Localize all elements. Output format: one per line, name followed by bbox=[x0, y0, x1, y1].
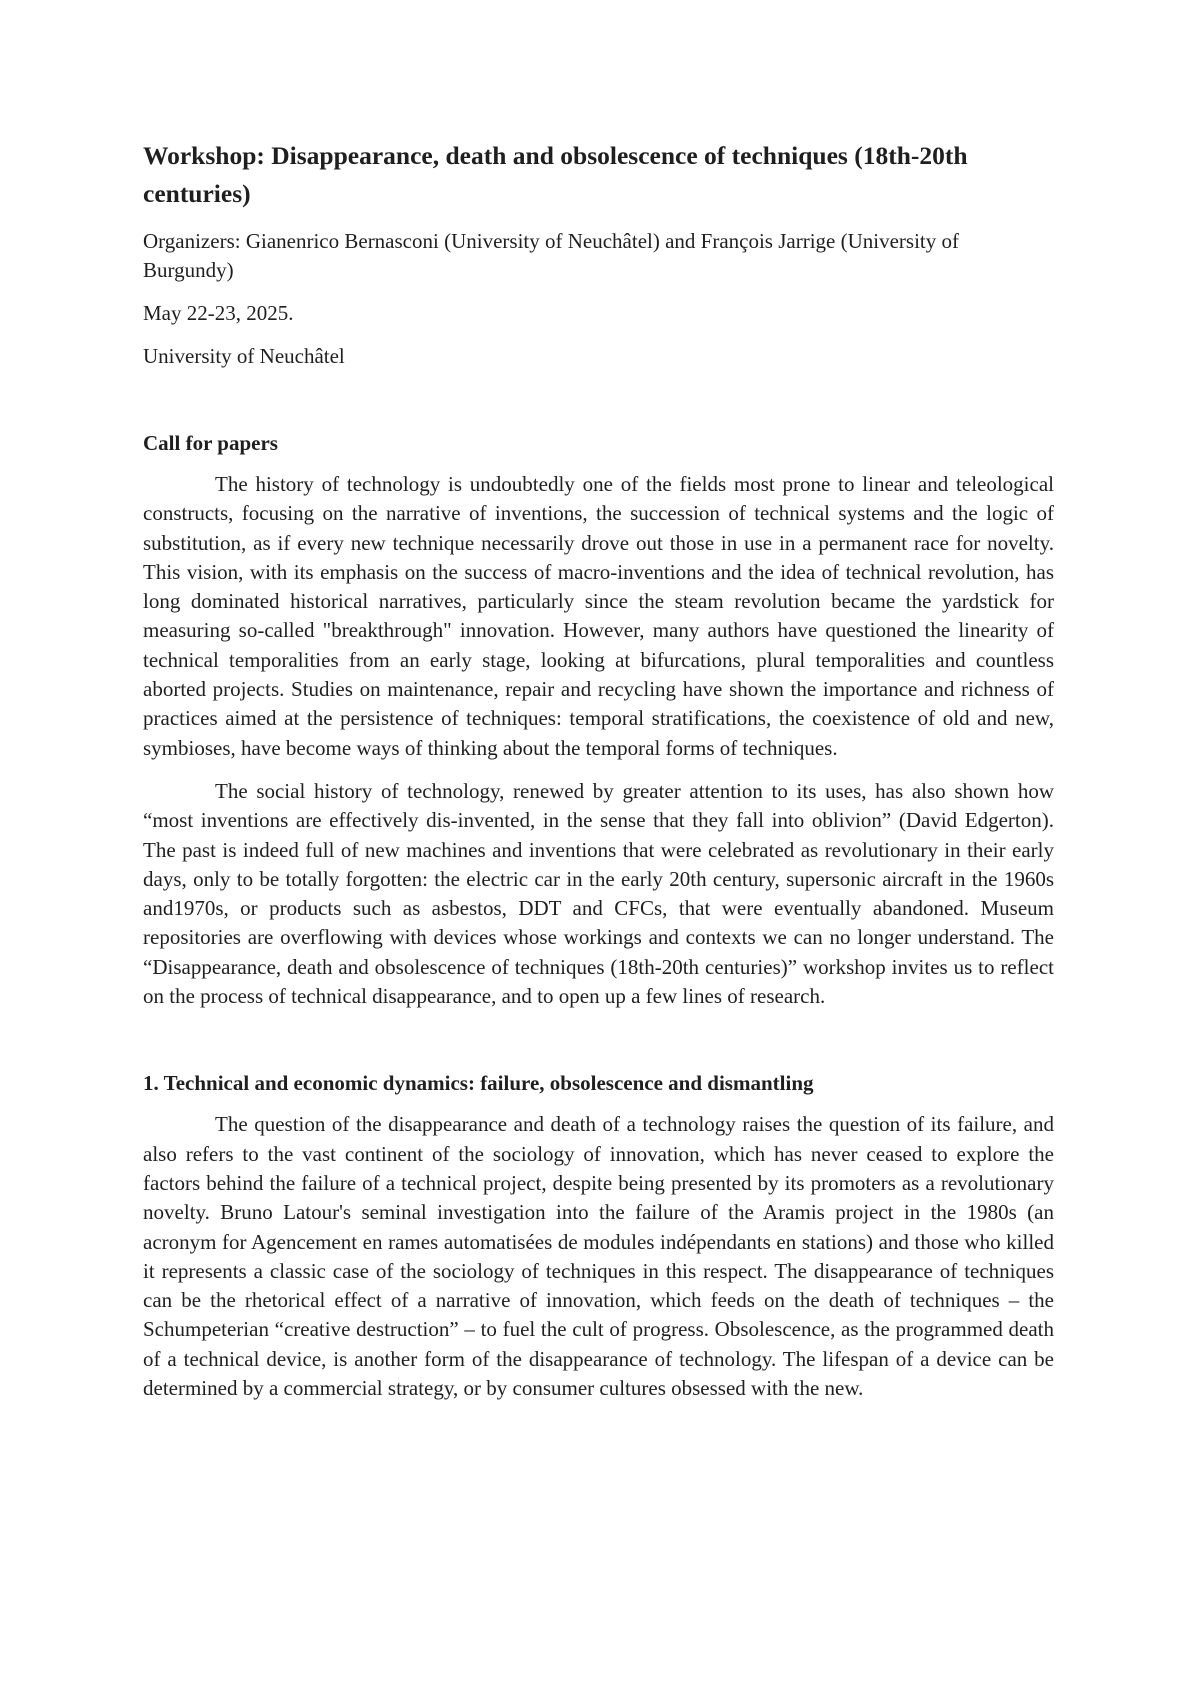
cfp-paragraph-2: The social history of technology, renewed by greater attention to its uses, has also shown how “most inventions are effectively dis-invented, in the sense that they fall into oblivion” (David Edgerton). The past is indeed full of new machines and inventions that were celebrated as revolutionary in their early days, only to be totally forgotten: the electric car in the early 20th century, supersonic aircraft in the 1960s and1970s, or products such as asbestos, DDT and CFCs, that were eventually abandoned. Museum repositories are overflowing with devices whose workings and contexts we can no longer understand. The “Disappearance, death and obsolescence of techniques (18th-20th centuries)” workshop invites us to reflect on the process of technical disappearance, and to open up a few lines of research. bbox=[143, 778, 1054, 1009]
call-for-papers-heading: Call for papers bbox=[143, 431, 278, 455]
document-title: Workshop: Disappearance, death and obsolescence of techniques (18th-20th centuries) bbox=[143, 141, 968, 208]
section-1-paragraph-1: The question of the disappearance and death of a technology raises the question of its failure, and also refers to the vast continent of the sociology of innovation, which has never ceased to explore the factors behind the failure of a technical project, despite being presented by its promoters as a revolutionary novelty. Bruno Latour's seminal investigation into the failure of the Aramis project in the 1980s (an acronym for Agencement en rames automatisées de modules indépendants en stations) and those who killed it represents a classic case of the sociology of techniques in this respect. The disappearance of techniques can be the rhetorical effect of a narrative of innovation, which feeds on the death of techniques – the Schumpeterian “creative destruction” – to fuel the cult of progress. Obsolescence, as the programmed death of a technical device, is another form of the disappearance of technology. The lifespan of a device can be determined by a commercial strategy, or by consumer cultures obsessed with the new. bbox=[143, 1112, 1054, 1401]
date-line: May 22-23, 2025. bbox=[143, 301, 294, 325]
venue-line: University of Neuchâtel bbox=[143, 344, 345, 368]
cfp-paragraph-1: The history of technology is undoubtedly one of the fields most prone to linear and teleological constructs, focusing on the narrative of inventions, the succession of technical systems and the logic of substitution, as if every new technique necessarily drove out those in use in a permanent race for novelty. This vision, with its emphasis on the success of macro-inventions and the idea of technical revolution, has long dominated historical narratives, particularly since the steam revolution became the yardstick for measuring so-called "breakthrough" innovation. However, many authors have questioned the linearity of technical temporalities from an early stage, looking at bifurcations, plural temporalities and countless aborted projects. Studies on maintenance, repair and recycling have shown the importance and richness of practices aimed at the persistence of techniques: temporal stratifications, the coexistence of old and new, symbioses, have become ways of thinking about the temporal forms of techniques. bbox=[143, 472, 1054, 760]
document-page bbox=[143, 137, 1054, 1417]
section-1-heading: 1. Technical and economic dynamics: failure, obsolescence and dismantling bbox=[143, 1071, 814, 1096]
organizers-line: Organizers: Gianenrico Bernasconi (University of Neuchâtel) and François Jarrige (University of Burgundy) bbox=[143, 229, 960, 282]
